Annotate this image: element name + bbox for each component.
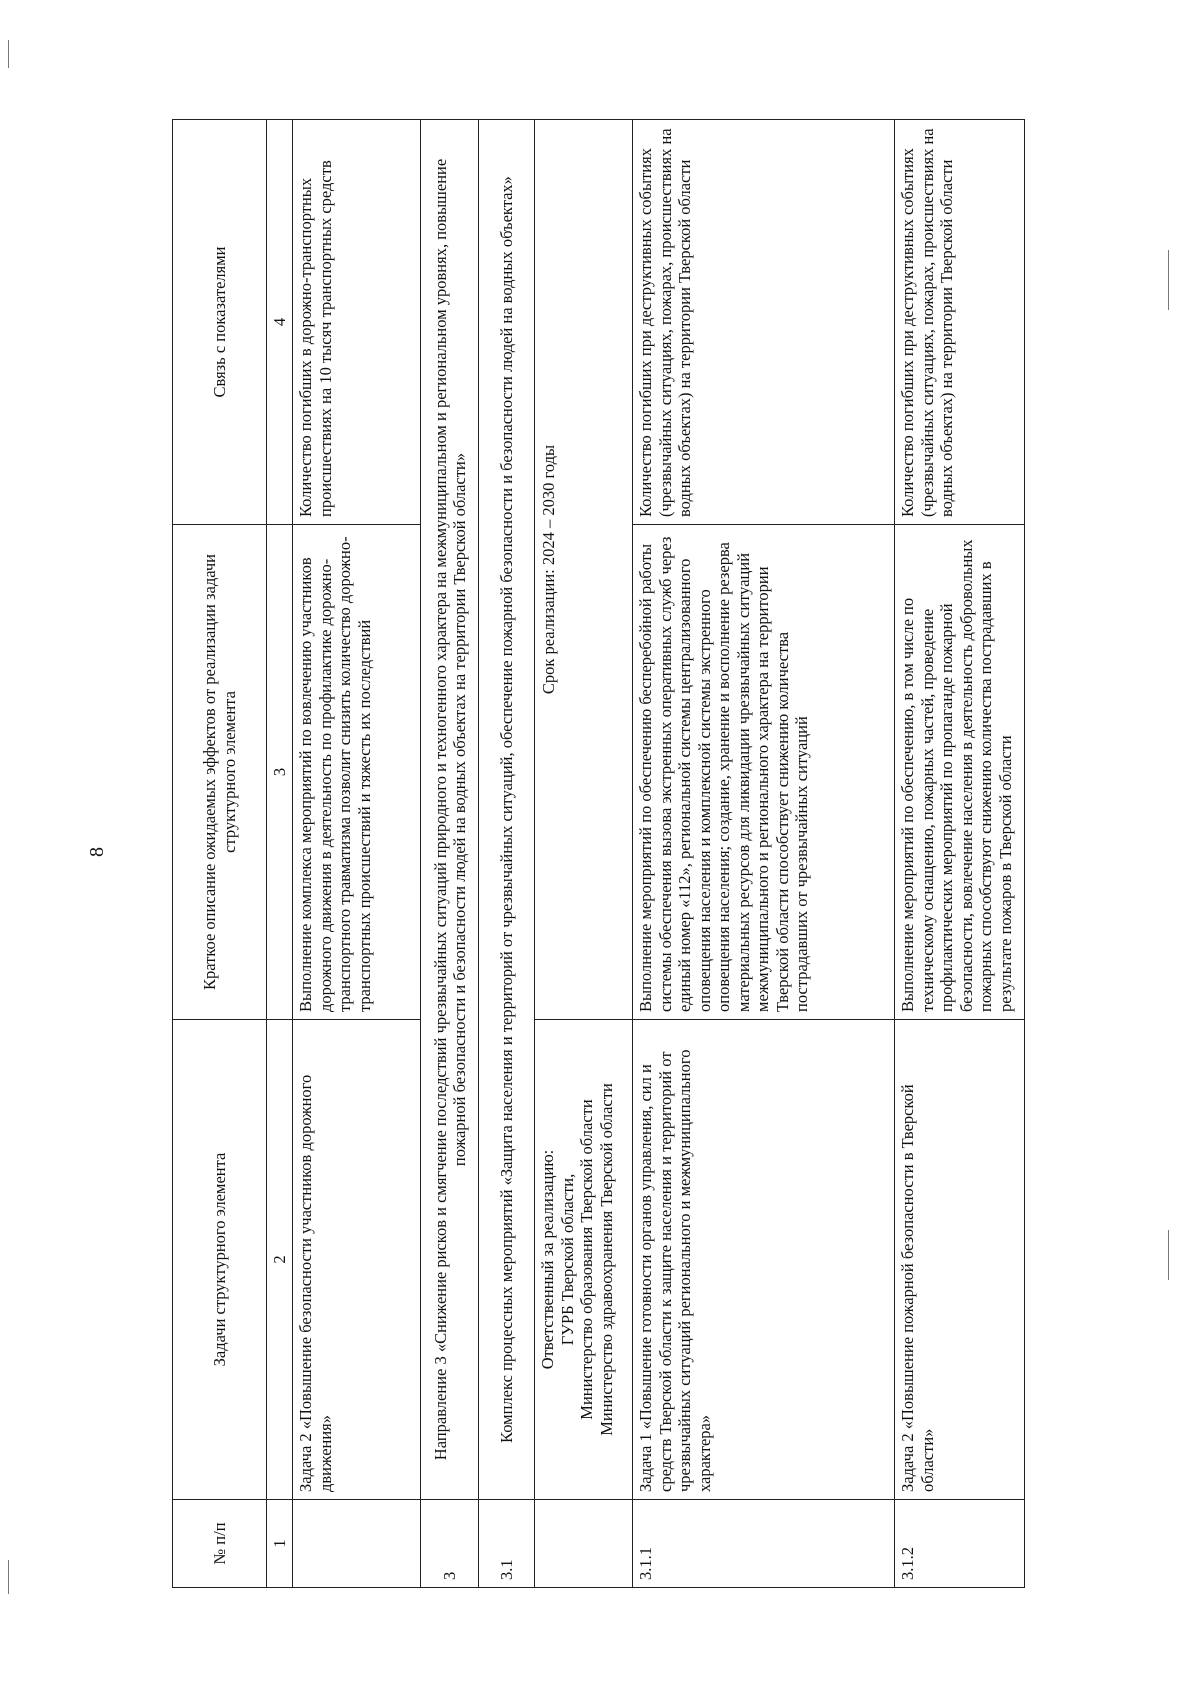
table-row <box>633 120 895 1588</box>
header-indicators: Связь с показателями <box>173 120 267 525</box>
responsible-line: Министерство здравоохранения Тверской области <box>596 1083 616 1436</box>
column-number-row <box>267 120 293 1588</box>
direction-title: Направление 3 «Снижение рисков и смягчение последствий чрезвычайных ситуаций природного и техногенного характера на межмуниципальном и региональном уровнях, повышение пожарной безопасности и безопасности людей на водных объектах на территории Тверской области» <box>421 120 479 1500</box>
indicator-cell: Количество погибших в дорожно-транспортных происшествиях на 10 тысяч транспортных средств <box>293 120 421 525</box>
column-number: 3 <box>267 525 293 1020</box>
page-number: 8 <box>86 847 108 857</box>
row-number: 3 <box>421 1500 479 1588</box>
direction-row <box>421 120 479 1588</box>
scan-mark <box>1168 250 1169 310</box>
scan-mark <box>8 1560 9 1594</box>
row-number: 3.1.2 <box>895 1500 1025 1588</box>
table-row <box>895 120 1025 1588</box>
complex-title: Комплекс процессных мероприятий «Защита населения и территорий от чрезвычайных ситуаций, обеспечение пожарной безопасности и безопасности людей на водных объектах» <box>479 120 535 1500</box>
effect-cell: Выполнение мероприятий по обеспечению, в том числе по техническому оснащению, пожарных частей, проведение профилактических мероприятий по пропаганде пожарной безопасности, вовлечение населения в деятельность добровольных пожарных способствуют снижению количества пострадавших в результате пожаров в Тверской области <box>895 525 1025 1020</box>
empty-cell <box>535 1500 633 1588</box>
task-cell: Задача 2 «Повышение безопасности участников дорожного движения» <box>293 1020 421 1500</box>
scan-mark <box>1168 1230 1169 1280</box>
task-cell: Задача 1 «Повышение готовности органов управления, сил и средств Тверской области к защите населения и территорий от чрезвычайных ситуаций регионального и межмуниципального характера» <box>633 1020 895 1500</box>
effect-cell: Выполнение комплекса мероприятий по вовлечению участников дорожного движения в деятельность по профилактике дорожно-транспортного травматизма позволит снизить количество дорожно-транспортных происшествий и тяжесть их последствий <box>293 525 421 1020</box>
measures-table <box>172 119 1025 1588</box>
header-tasks: Задачи структурного элемента <box>173 1020 267 1500</box>
indicator-cell: Количество погибших при деструктивных событиях (чрезвычайных ситуациях, пожарах, происшествиях на водных объектах) на территории Тверской области <box>633 120 895 525</box>
effect-cell: Выполнение мероприятий по обеспечению бесперебойной работы системы обеспечения вызова экстренных оперативных служб через единый номер «112», региональной системы централизованного оповещения населения и комплексной системы экстренного оповещения населения; создание, хранение и восполнение резерва материальных ресурсов для ликвидации чрезвычайных ситуаций межмуниципального и регионального характера на территории Тверской области способствует снижению количества пострадавших от чрезвычайных ситуаций <box>633 525 895 1020</box>
period-cell: Срок реализации: 2024 – 2030 годы <box>535 120 633 1020</box>
column-number: 2 <box>267 1020 293 1500</box>
scan-mark <box>8 40 9 68</box>
row-number <box>293 1500 421 1588</box>
task-cell: Задача 2 «Повышение пожарной безопасности в Тверской области» <box>895 1020 1025 1500</box>
table-header-row <box>173 120 267 1588</box>
header-num: № п/п <box>173 1500 267 1588</box>
responsible-label: Ответственный за реализацию: <box>538 1149 558 1370</box>
column-number: 1 <box>267 1500 293 1588</box>
column-number: 4 <box>267 120 293 525</box>
responsible-line: Министерство образования Тверской области <box>577 1099 597 1420</box>
responsible-cell <box>535 1020 633 1500</box>
row-number: 3.1 <box>479 1500 535 1588</box>
complex-row <box>479 120 535 1588</box>
responsible-line: ГУРБ Тверской области, <box>557 1173 577 1346</box>
table-row <box>293 120 421 1588</box>
row-number: 3.1.1 <box>633 1500 895 1588</box>
responsible-row <box>535 120 633 1588</box>
indicator-cell: Количество погибших при деструктивных событиях (чрезвычайных ситуациях, пожарах, происшествиях на водных объектах) на территории Тверской области <box>895 120 1025 525</box>
rotated-table-container <box>172 120 1022 1588</box>
header-effects: Краткое описание ожидаемых эффектов от реализации задачи структурного элемента <box>173 525 267 1020</box>
